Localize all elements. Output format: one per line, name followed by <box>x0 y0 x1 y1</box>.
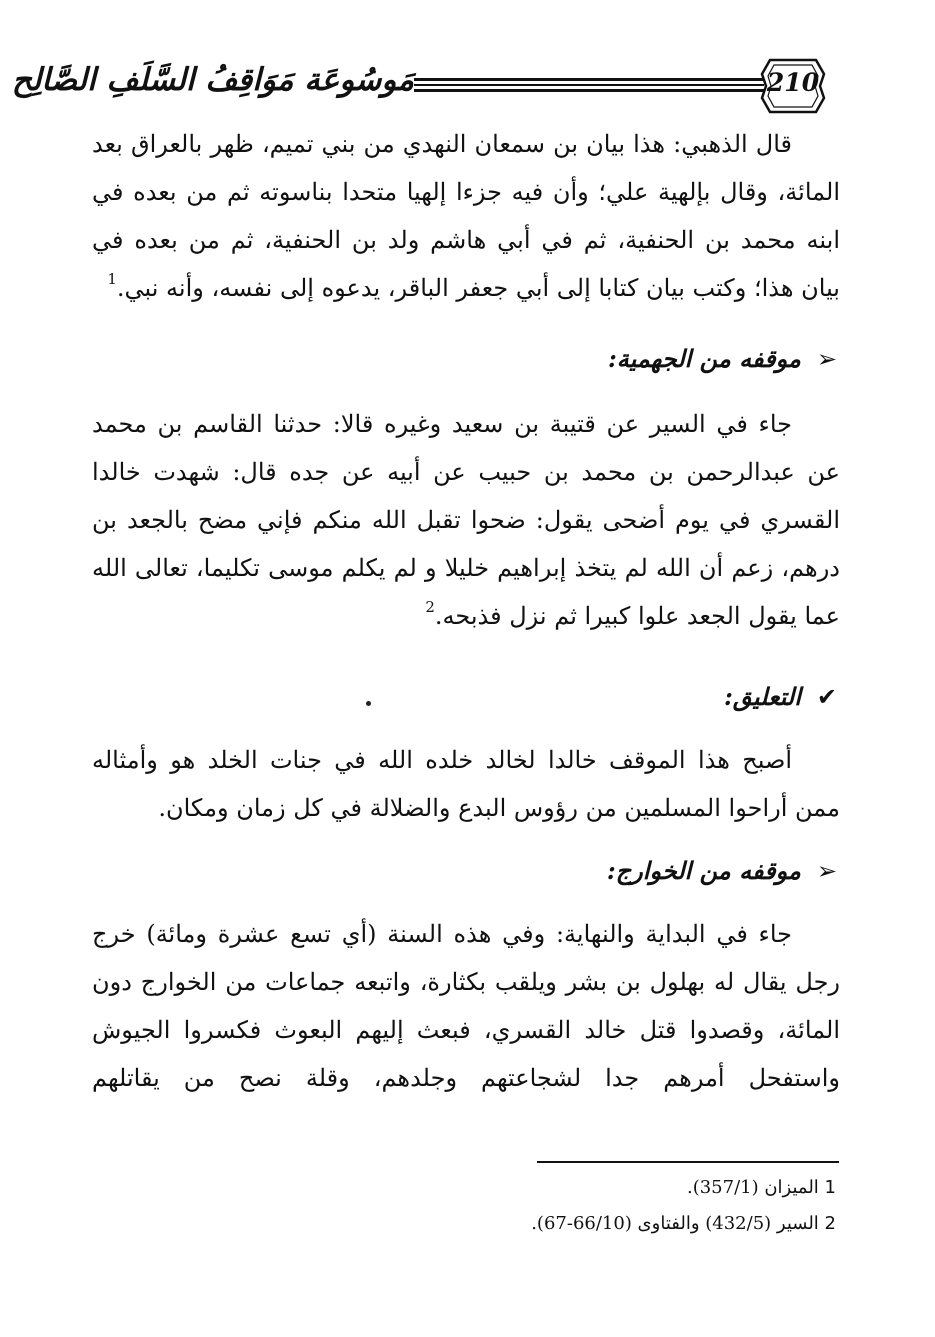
section-heading-khawarij <box>607 856 837 885</box>
paragraph-comment <box>92 736 840 832</box>
footnote-item <box>500 1170 836 1206</box>
section-heading-taliq <box>724 682 837 711</box>
paragraph-text: قال الذهبي: هذا بيان بن سمعان النهدي من بني تميم، ظهر بالعراق بعد المائة، وقال بإلهية علي؛ وأن فيه جزءا إلهيا متحدا بناسوته ثم من بعده في ابنه محمد بن الحنفية، ثم في أبي هاشم ولد بن الحنفية، ثم من بعده في بيان هذا؛ وكتب بيان كتابا إلى أبي جعفر الباقر، يدعوه إلى نفسه، وأنه نبي. <box>92 130 840 302</box>
paragraph-dhahabi <box>92 120 840 312</box>
footnote-ref: 1 <box>107 270 117 288</box>
footnote-number: 1 <box>824 1177 836 1198</box>
footnote-text: السير (432/5) والفتاوى (66/10-67). <box>531 1213 819 1234</box>
footnote-item <box>500 1206 836 1242</box>
series-title: مَوسُوعَة مَوَاقِفُ السَّلَفِ الصَّالِح <box>11 62 414 98</box>
footnote-separator <box>537 1161 839 1163</box>
paragraph-text: أصبح هذا الموقف خالدا لخالد خلده الله في جنات الخلد هو وأمثاله ممن أراحوا المسلمين من رؤوس البدع والضلالة في كل زمان ومكان. <box>92 746 840 822</box>
footnotes <box>500 1170 836 1242</box>
paragraph-siyar <box>92 400 840 640</box>
footnote-ref: 2 <box>425 598 435 616</box>
page-number-badge <box>760 56 826 116</box>
header-rule <box>414 78 764 81</box>
footnote-text: الميزان (357/1). <box>686 1177 819 1198</box>
page-header <box>11 52 845 122</box>
header-rule <box>414 89 764 92</box>
paragraph-text: جاء في البداية والنهاية: وفي هذه السنة (أي تسع عشرة ومائة) خرج رجل يقال له بهلول بن بشر ويلقب بكثارة، واتبعه جماعات من الخوارج دون المائة، وقصدوا قتل خالد القسري، فبعث إليهم البعوث فكسروا الجيوش واستفحل أمرهم جدا لشجاعتهم وجلدهم، وقلة نصح من يقاتلهم <box>92 920 840 1092</box>
heading-text: موقفه من الخوارج: <box>606 856 801 885</box>
checkmark-icon: ✔ <box>816 682 837 711</box>
footnote-number: 2 <box>824 1213 836 1234</box>
heading-text: التعليق: <box>724 682 801 711</box>
section-heading-jahmiyya <box>608 344 837 373</box>
stray-dot <box>366 701 371 706</box>
paragraph-text: جاء في السير عن قتيبة بن سعيد وغيره قالا: حدثنا القاسم بن محمد عن عبدالرحمن بن محمد بن حبيب عن أبيه عن جده قال: شهدت خالدا القسري في يوم أضحى يقول: ضحوا تقبل الله منكم فإني مضح بالجعد بن درهم، زعم أن الله لم يتخذ إبراهيم خليلا و لم يكلم موسى تكليما، تعالى الله عما يقول الجعد علوا كبيرا ثم نزل فذبحه. <box>92 410 840 630</box>
page-number: 210 <box>766 68 820 97</box>
paragraph-bidaya <box>92 910 840 1102</box>
heading-text: موقفه من الجهمية: <box>607 344 801 373</box>
arrowhead-icon: ➢ <box>816 856 837 885</box>
header-rule <box>414 84 764 86</box>
arrowhead-icon: ➢ <box>816 344 837 373</box>
